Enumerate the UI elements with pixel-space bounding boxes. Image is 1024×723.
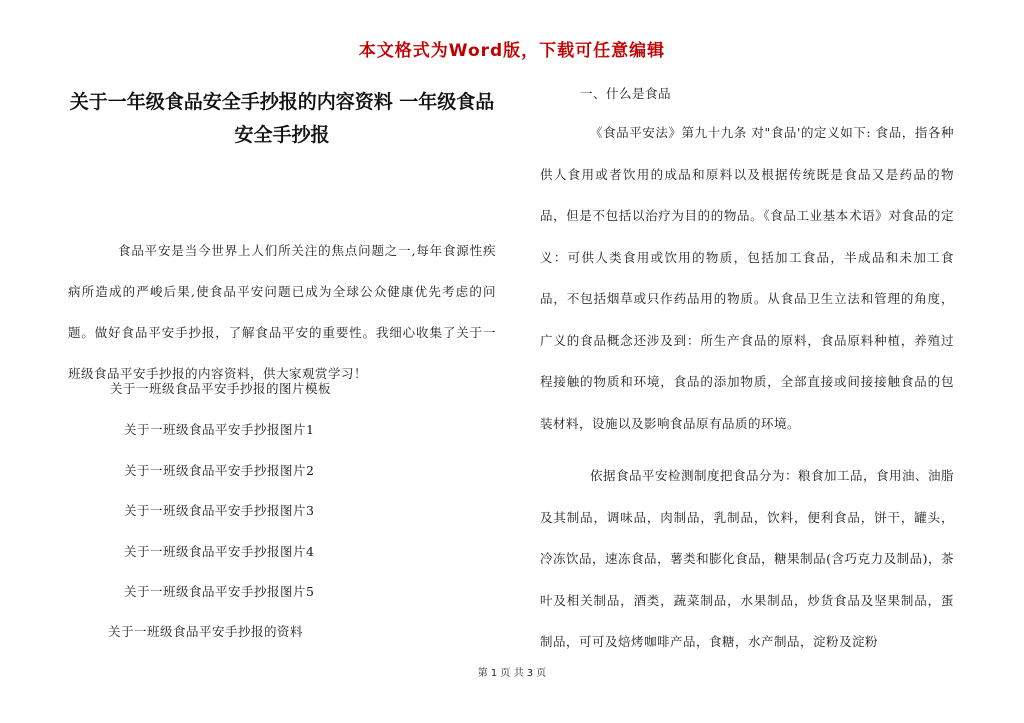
resources-heading: 关于一班级食品平安手抄报的资料: [108, 624, 304, 639]
document-title: 关于一年级食品安全手抄报的内容资料 一年级食品安全手抄报: [69, 91, 495, 146]
picture-item: 关于一班级食品平安手抄报图片1: [124, 422, 315, 437]
definition-paragraph: 《食品平安法》第九十九条 对"食品'的定义如下: 食品，指各种供人食用或者饮用的成品和原料以及根据传统既是食品又是药品的物品，但是不包括以治疗为目的的物品。《食品工业基本术语》对食品的定义：可供人类食用或饮用的物质，包括加工食品，半成品和未加工食品，不包括烟草或只作药品用的物质。从食品卫生立法和管理的角度，广义的食品概念还涉及到：所生产食品的原料，食品原料种植，养殖过程接触的物质和环境，食品的添加物质，全部直接或间接接触食品的包装材料，设施以及影响食品原有品质的环境。: [540, 125, 954, 431]
classification-paragraph: 依据食品平安检测制度把食品分为：粮食加工品，食用油、油脂及其制品，调味品，肉制品，乳制品，饮料，便利食品，饼干，罐头，冷冻饮品，速冻食品，薯类和膨化食品，糖果制品(含巧克力及制品)，茶叶及相关制品，酒类，蔬菜制品，水果制品，炒货食品及坚果制品，蛋制品，可可及焙烤咖啡产品，食糖，水产制品，淀粉及淀粉: [540, 468, 955, 649]
picture-item: 关于一班级食品平安手抄报图片2: [124, 462, 315, 478]
section-heading: 一、什么是食品: [580, 86, 672, 101]
left-column: [68, 86, 496, 394]
template-heading: 关于一班级食品平安手抄报的图片模板: [110, 381, 332, 396]
picture-item: 关于一班级食品平安手抄报图片4: [124, 543, 315, 559]
intro-paragraph: 食品平安是当今世界上人们所关注的焦点问题之一,每年食源性疾病所造成的严峻后果,使食品平安问题已成为全球公众健康优先考虑的问题。做好食品平安手抄报，了解食品平安的重要性。我细心收集了关于一班级食品平安手抄报的内容资料，供大家观赏学习！: [68, 243, 496, 381]
page-footer: 第 1 页 共 3 页: [477, 668, 547, 679]
picture-list: [124, 420, 314, 623]
download-banner: 本文格式为Word版，下载可任意编辑: [358, 41, 666, 61]
picture-item: 关于一班级食品平安手抄报图片5: [124, 584, 315, 599]
right-column: [540, 84, 954, 663]
picture-item: 关于一班级食品平安手抄报图片3: [124, 503, 315, 518]
